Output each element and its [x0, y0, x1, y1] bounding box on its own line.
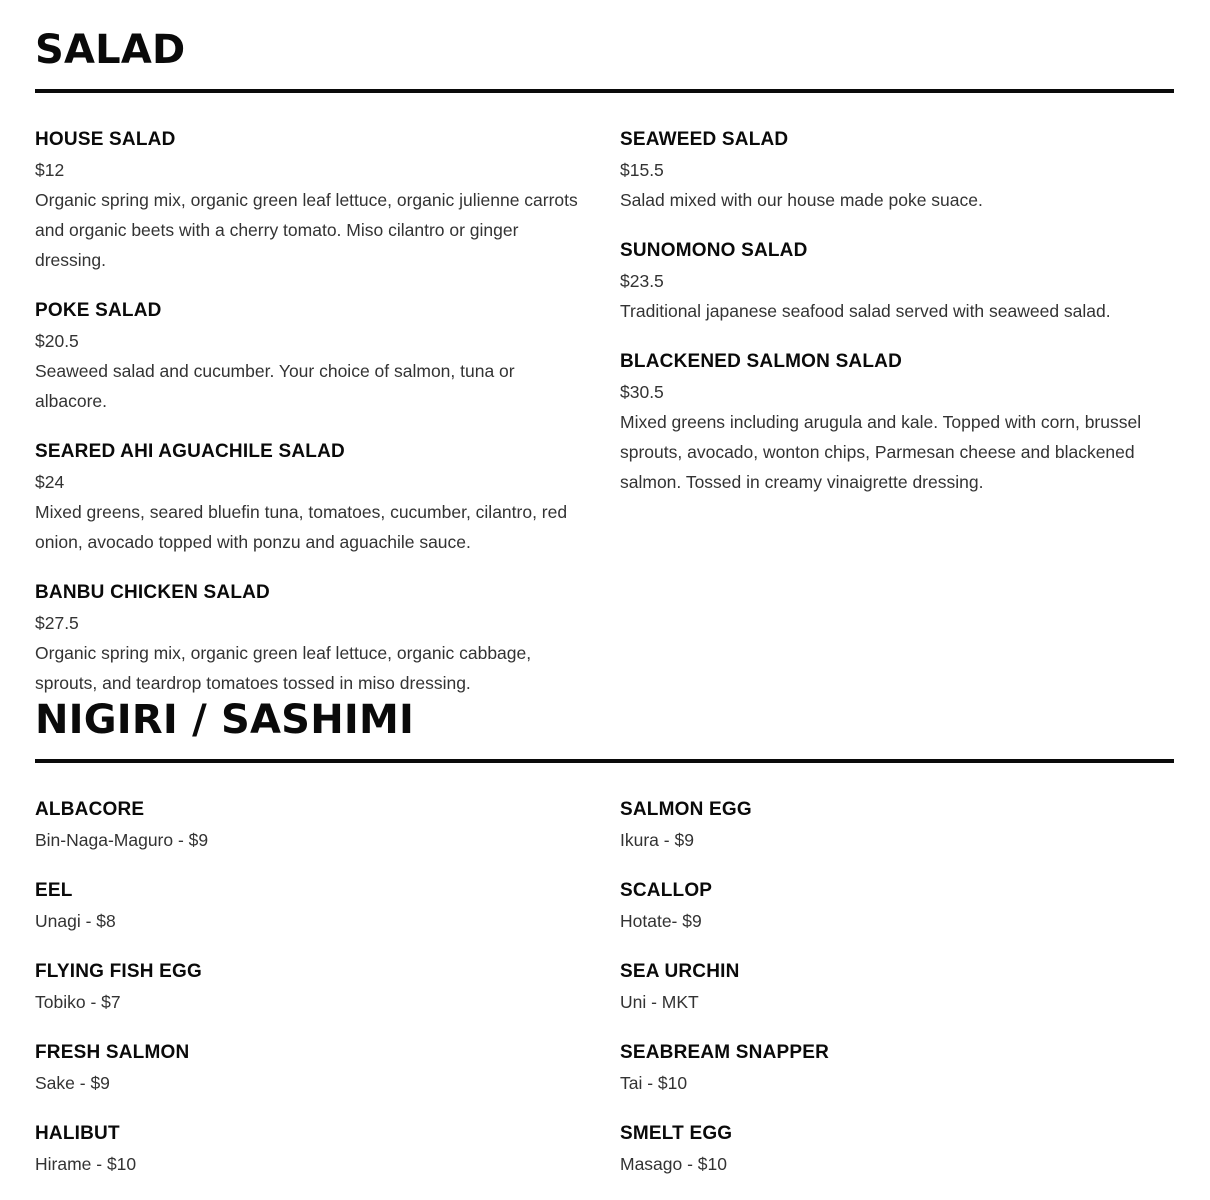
item-name: FLYING FISH EGG — [35, 961, 202, 982]
menu-item — [35, 1119, 587, 1179]
section-title: NIGIRI / SASHIMI — [35, 697, 415, 743]
item-price: $24 — [35, 472, 65, 492]
item-description: Mixed greens, seared bluefin tuna, tomatoes, cucumber, cilantro, red onion, avocado topped with ponzu and aguachile sauce. — [35, 502, 568, 552]
item-description: Organic spring mix, organic green leaf lettuce, organic julienne carrots and organic beets with a cherry tomato. Miso cilantro or ginger dressing. — [35, 190, 578, 270]
item-detail: Hirame - $10 — [35, 1154, 137, 1174]
item-detail: Uni - MKT — [620, 992, 699, 1012]
salad-column-left — [35, 125, 587, 719]
menu-item — [620, 876, 1180, 936]
menu-item — [620, 1119, 1180, 1179]
item-name: SCALLOP — [620, 880, 713, 901]
item-name: SMELT EGG — [620, 1123, 733, 1144]
item-name: HOUSE SALAD — [35, 129, 176, 150]
item-detail: Tobiko - $7 — [35, 992, 121, 1012]
menu-item — [35, 876, 587, 936]
item-name: SUNOMONO SALAD — [620, 240, 808, 261]
item-description: Seaweed salad and cucumber. Your choice of salmon, tuna or albacore. — [35, 361, 515, 411]
menu-item — [35, 957, 587, 1017]
menu-item — [620, 795, 1180, 855]
item-description: Traditional japanese seafood salad served with seaweed salad. — [620, 301, 1111, 321]
item-price: $27.5 — [35, 613, 79, 633]
item-description: Organic spring mix, organic green leaf lettuce, organic cabbage, sprouts, and teardrop tomatoes tossed in miso dressing. — [35, 643, 532, 693]
item-price: $12 — [35, 160, 65, 180]
item-name: SEAWEED SALAD — [620, 129, 789, 150]
item-detail: Sake - $9 — [35, 1073, 110, 1093]
menu-item — [35, 125, 587, 275]
menu-item — [35, 296, 587, 416]
menu-item — [620, 236, 1180, 326]
menu-item — [620, 125, 1180, 215]
menu-item — [620, 1038, 1180, 1098]
item-description: Salad mixed with our house made poke suace. — [620, 190, 983, 210]
item-name: SALMON EGG — [620, 799, 752, 820]
item-name: EEL — [35, 880, 73, 901]
menu-item — [620, 957, 1180, 1017]
item-name: HALIBUT — [35, 1123, 120, 1144]
item-name: SEARED AHI AGUACHILE SALAD — [35, 441, 345, 462]
item-detail: Tai - $10 — [620, 1073, 688, 1093]
menu-item — [35, 578, 587, 698]
menu-item — [35, 437, 587, 557]
item-description: Mixed greens including arugula and kale. Topped with corn, brussel sprouts, avocado, wonton chips, Parmesan cheese and blackened salmon. Tossed in creamy vinaigrette dressing. — [620, 412, 1142, 492]
menu-item — [35, 795, 587, 855]
nigiri-column-right — [620, 795, 1180, 1200]
item-name: FRESH SALMON — [35, 1042, 190, 1063]
menu-item — [620, 347, 1180, 497]
section-divider — [35, 759, 1174, 763]
item-name: BANBU CHICKEN SALAD — [35, 582, 270, 603]
item-detail: Unagi - $8 — [35, 911, 116, 931]
item-price: $23.5 — [620, 271, 664, 291]
section-divider — [35, 89, 1174, 93]
menu-item — [35, 1038, 587, 1098]
item-name: ALBACORE — [35, 799, 145, 820]
item-name: POKE SALAD — [35, 300, 162, 321]
item-detail: Hotate- $9 — [620, 911, 702, 931]
item-name: BLACKENED SALMON SALAD — [620, 351, 903, 372]
item-price: $30.5 — [620, 382, 664, 402]
item-name: SEA URCHIN — [620, 961, 740, 982]
item-price: $20.5 — [35, 331, 79, 351]
item-name: SEABREAM SNAPPER — [620, 1042, 830, 1063]
item-detail: Masago - $10 — [620, 1154, 728, 1174]
section-title: SALAD — [35, 27, 186, 73]
salad-column-right — [620, 125, 1180, 518]
nigiri-column-left — [35, 795, 587, 1200]
item-detail: Ikura - $9 — [620, 830, 694, 850]
item-detail: Bin-Naga-Maguro - $9 — [35, 830, 209, 850]
item-price: $15.5 — [620, 160, 664, 180]
